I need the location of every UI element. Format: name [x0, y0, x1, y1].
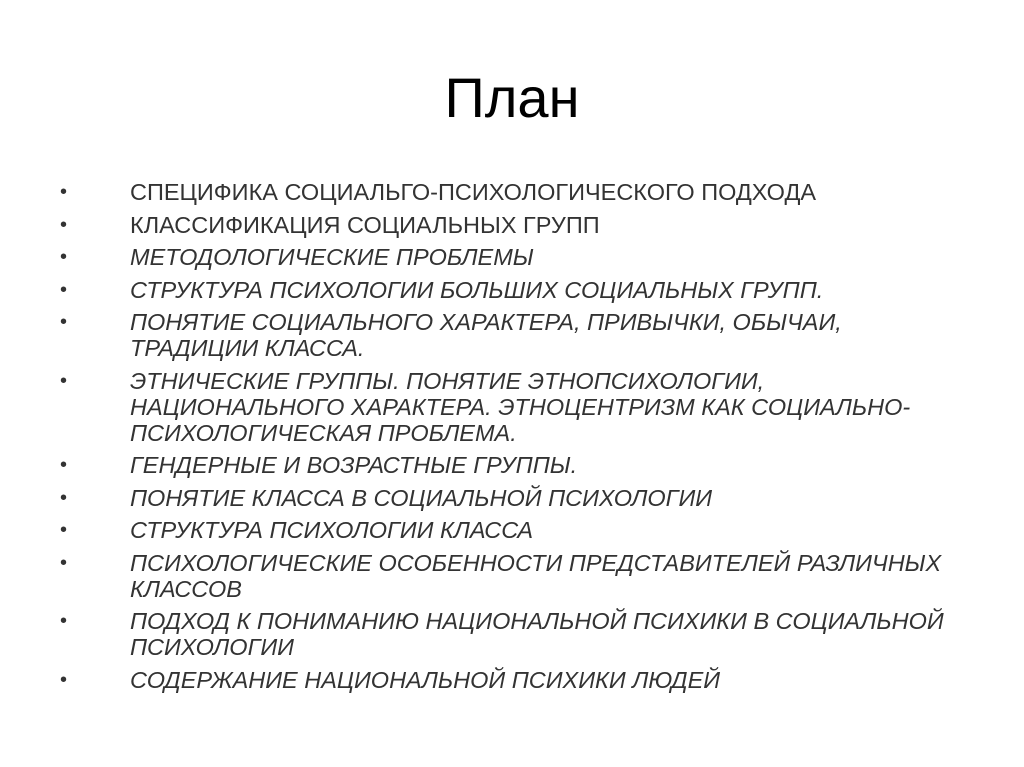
list-item — [60, 368, 960, 446]
bullet-icon: • — [60, 181, 68, 203]
list-item — [60, 244, 960, 270]
slide-title: План — [444, 66, 580, 129]
list-item-text: ПОДХОД К ПОНИМАНИЮ НАЦИОНАЛЬНОЙ ПСИХИКИ В СОЦИАЛЬНОЙ ПСИХОЛОГИИ — [130, 608, 944, 660]
list-item-text: ПОНЯТИЕ СОЦИАЛЬНОГО ХАРАКТЕРА, ПРИВЫЧКИ, ОБЫЧАИ, ТРАДИЦИИ КЛАССА. — [130, 309, 842, 361]
list-item — [60, 608, 960, 660]
plan-list — [60, 179, 960, 699]
list-item — [60, 550, 960, 602]
list-item — [60, 517, 960, 543]
bullet-icon: • — [60, 610, 68, 632]
bullet-icon: • — [60, 246, 68, 268]
list-item — [60, 179, 960, 205]
list-item-text: ПОНЯТИЕ КЛАССА В СОЦИАЛЬНОЙ ПСИХОЛОГИИ — [130, 484, 713, 511]
list-item — [60, 277, 960, 303]
list-item — [60, 485, 960, 511]
bullet-icon: • — [60, 278, 68, 301]
bullet-icon: • — [60, 369, 68, 392]
list-item-text: СТРУКТУРА ПСИХОЛОГИИ КЛАССА — [130, 517, 534, 543]
list-item-text: ГЕНДЕРНЫЕ И ВОЗРАСТНЫЕ ГРУППЫ. — [130, 452, 578, 478]
list-item-text: ПСИХОЛОГИЧЕСКИЕ ОСОБЕННОСТИ ПРЕДСТАВИТЕЛЕЙ РАЗЛИЧНЫХ КЛАССОВ — [130, 549, 942, 602]
list-item — [60, 452, 960, 478]
bullet-icon: • — [60, 668, 68, 691]
list-item-text: СТРУКТУРА ПСИХОЛОГИИ БОЛЬШИХ СОЦИАЛЬНЫХ ГРУПП. — [130, 276, 824, 303]
bullet-icon: • — [60, 454, 68, 476]
list-item — [60, 309, 960, 361]
list-item-text: СПЕЦИФИКА СОЦИАЛЬГО-ПСИХОЛОГИЧЕСКОГО ПОДХОДА — [130, 179, 817, 205]
bullet-icon: • — [60, 486, 68, 509]
bullet-icon: • — [60, 311, 68, 333]
bullet-icon: • — [60, 519, 68, 541]
bullet-icon: • — [60, 213, 68, 236]
list-item-text: МЕТОДОЛОГИЧЕСКИЕ ПРОБЛЕМЫ — [130, 244, 534, 270]
list-item — [60, 212, 960, 238]
list-item-text: СОДЕРЖАНИЕ НАЦИОНАЛЬНОЙ ПСИХИКИ ЛЮДЕЙ — [130, 666, 721, 693]
bullet-icon: • — [60, 551, 68, 574]
list-item-text: КЛАССИФИКАЦИЯ СОЦИАЛЬНЫХ ГРУПП — [130, 211, 600, 238]
list-item-text: ЭТНИЧЕСКИЕ ГРУППЫ. ПОНЯТИЕ ЭТНОПСИХОЛОГИИ, НАЦИОНАЛЬНОГО ХАРАКТЕРА. ЭТНОЦЕНТРИЗМ КАК СОЦИАЛЬНО-ПСИХОЛОГИЧЕСКАЯ ПРОБЛЕМА. — [130, 367, 911, 446]
list-item — [60, 667, 960, 693]
